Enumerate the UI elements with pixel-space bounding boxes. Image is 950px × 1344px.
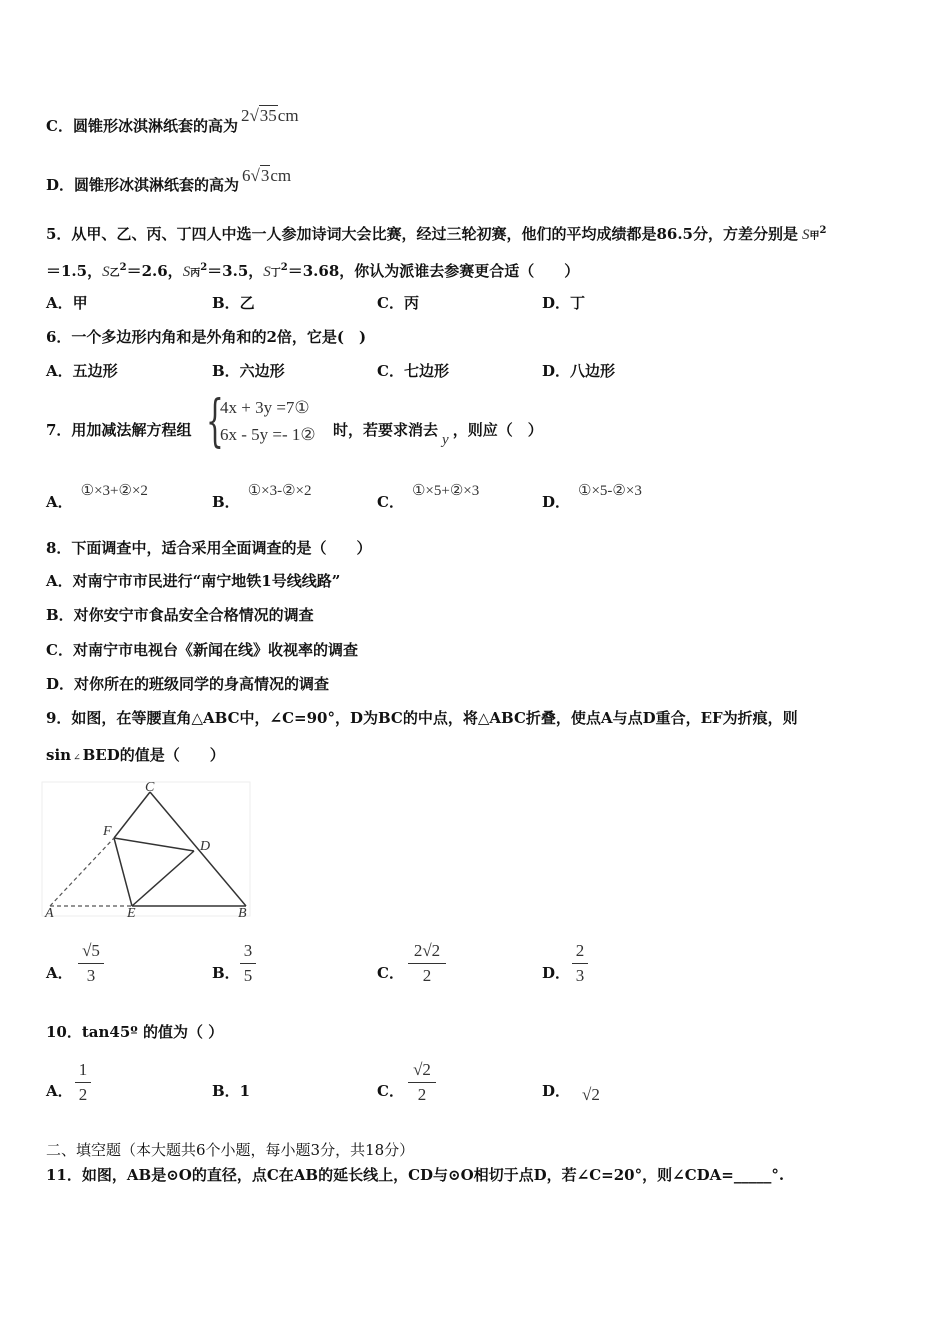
q7-eq2: 6x - 5y =- 1②: [220, 425, 316, 444]
q4-option-d-value: 6√3cm: [242, 166, 292, 185]
q8-option-a: A．对南宁市市民进行“南宁地铁1号线线路”: [46, 572, 341, 590]
q7-stem-rest: 时，若要求消去y，则应（ ）: [333, 421, 543, 448]
label-b: B: [238, 906, 247, 920]
edge-cb: [150, 792, 246, 906]
q9-figure: [40, 780, 252, 920]
figure-frame: [42, 782, 250, 916]
q4-option-d: [46, 166, 292, 195]
label-f: F: [103, 824, 112, 839]
q9-option-a-fraction: √5 3: [78, 940, 104, 987]
q10-option-a-fraction: 1 2: [75, 1059, 91, 1106]
edge-fe: [114, 838, 132, 906]
edge-cf: [114, 792, 150, 838]
q4-option-c-value: 2√35cm: [240, 106, 299, 125]
q9-option-b-label: B．: [212, 964, 240, 982]
q5-option-d: D．丁: [542, 294, 586, 312]
q9-stem-line2: sin ∠ BED的值是（ ）: [46, 746, 225, 764]
label-c: C: [145, 780, 155, 795]
brace-icon: {: [206, 389, 224, 454]
q10-option-d: D． √2: [542, 1082, 600, 1104]
q9-stem-line1: 9．如图，在等腰直角△ABC中，∠C=90°，D为BC的中点，将△ABC折叠，使点A与点D重合，EF为折痕，则: [46, 709, 798, 727]
q7-option-c: C．①×5+②×3: [377, 483, 480, 511]
q6-option-a: A．五边形: [46, 362, 118, 380]
q5-option-b: B．乙: [212, 294, 255, 312]
q9-option-d-fraction: 2 3: [572, 940, 588, 987]
q7-option-d: D．①×5-②×3: [542, 483, 642, 511]
q8-option-c: C．对南宁市电视台《新闻在线》收视率的调查: [46, 641, 358, 659]
q4-option-c: [46, 106, 299, 136]
q10-option-c-fraction: √2 2: [408, 1059, 436, 1106]
q8-option-b: B．对你安宁市食品安全合格情况的调查: [46, 606, 314, 624]
q11-stem: 11．如图，AB是⊙O的直径，点C在AB的延长线上，CD与⊙O相切于点D，若∠C=20°，则∠CDA=_____°.: [46, 1166, 785, 1184]
q9-option-c-label: C．: [377, 964, 404, 982]
label-a: A: [45, 906, 54, 920]
section2-title: 二、填空题（本大题共6个小题，每小题3分，共18分）: [46, 1141, 415, 1159]
edge-ed: [132, 851, 194, 906]
q6-stem: 6．一个多边形内角和是外角和的2倍，它是( ): [46, 328, 367, 346]
q7-option-a: A．①×3+②×2: [46, 483, 148, 511]
edge-fd: [114, 838, 194, 851]
label-d: D: [200, 839, 211, 854]
q4-option-c-label: C．圆锥形冰淇淋纸套的高为: [46, 117, 238, 135]
q6-option-b: B．六边形: [212, 362, 285, 380]
q5-option-a: A．甲: [46, 294, 88, 312]
q10-option-c-label: C．: [377, 1082, 404, 1100]
q8-option-d: D．对你所在的班级同学的身高情况的调查: [46, 675, 330, 693]
q4-option-d-label: D．圆锥形冰淇淋纸套的高为: [46, 176, 240, 194]
q10-option-a-label: A．: [46, 1082, 73, 1100]
q5-stem-line2: ＝1.5，S乙$^2$＝2.6，S丙$^2$＝3.5，S丁$^2$＝3.68，你认为派谁去参赛更合适（ ）: [46, 262, 580, 280]
q6-option-c: C．七边形: [377, 362, 449, 380]
q7-equation-system: [206, 389, 331, 454]
q5-stem-line1: 5．从甲、乙、丙、丁四人中选一人参加诗词大会比赛，经过三轮初赛，他们的平均成绩都是86.5分，方差分别是 S甲$^2$: [46, 225, 827, 243]
q9-option-c-fraction: 2√2 2: [408, 940, 446, 987]
q10-stem: 10．tan45º 的值为（ ）: [46, 1023, 224, 1041]
q7-option-b: B．①×3-②×2: [212, 483, 312, 511]
q7-stem-prefix: 7．用加减法解方程组: [46, 421, 192, 439]
q9-option-a-label: A．: [46, 964, 73, 982]
label-e: E: [127, 906, 136, 920]
q9-option-d-label: D．: [542, 964, 571, 982]
q9-option-b-fraction: 3 5: [240, 940, 256, 987]
edge-af-dashed: [50, 838, 114, 906]
q5-option-c: C．丙: [377, 294, 419, 312]
q7-eq1: 4x + 3y =7①: [220, 398, 310, 417]
q8-stem: 8．下面调查中，适合采用全面调查的是（ ）: [46, 539, 372, 557]
q6-option-d: D．八边形: [542, 362, 616, 380]
q10-option-b: B．1: [212, 1082, 251, 1100]
